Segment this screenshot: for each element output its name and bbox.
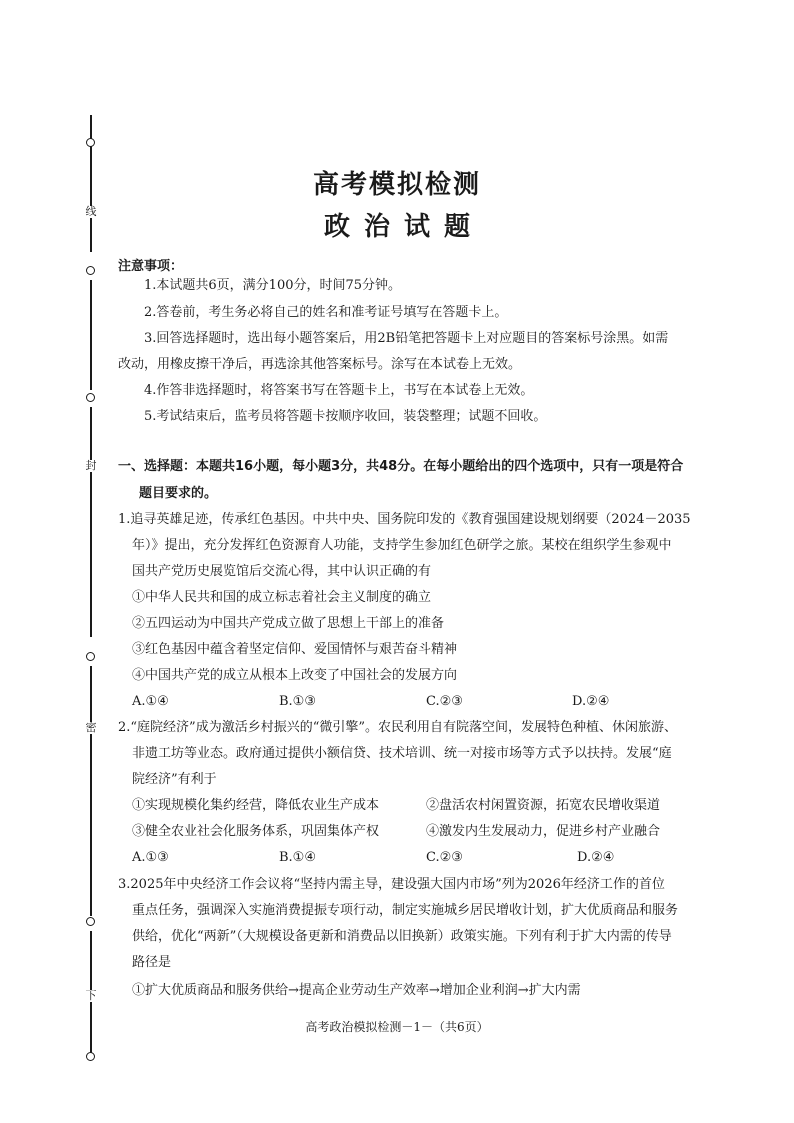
q3-stem: 供给，优化“两新”（大规模设备更新和消费品以旧换新）政策实施。下列有利于扩大内需的传导 <box>132 929 672 944</box>
binding-circle <box>86 393 95 402</box>
section-heading: 一、选择题：本题共16小题，每小题3分，共48分。在每小题给出的四个选项中，只有一项是符合 <box>118 459 684 474</box>
q2-statement: ③健全农业社会化服务体系，巩固集体产权 <box>132 824 380 839</box>
q1-option-c: C.②③ <box>426 694 463 709</box>
q3-stem: 路径是 <box>132 955 172 970</box>
notice-item: 改动，用橡皮擦干净后，再选涂其他答案标号。涂写在本试卷上无效。 <box>118 357 522 372</box>
binding-circle <box>86 917 95 926</box>
q2-statement: ①实现规模化集约经营，降低农业生产成本 <box>132 798 380 813</box>
q1-option-d: D.②④ <box>572 694 610 709</box>
q1-stem: 国共产党历史展览馆后交流心得，其中认识正确的有 <box>132 564 432 579</box>
binding-line <box>90 407 92 637</box>
q2-option-d: D.②④ <box>577 850 615 865</box>
binding-circle <box>86 1052 95 1061</box>
q2-option-b: B.①④ <box>279 850 316 865</box>
notice-item: 3.回答选择题时，选出每小题答案后，用2B铅笔把答题卡上对应题目的答案标号涂黑。如需 <box>144 331 669 346</box>
binding-label-seal: 封 <box>85 459 97 472</box>
subject-title: 政治试题 <box>323 212 484 242</box>
notice-item: 5.考试结束后，监考员将答题卡按顺序收回，装袋整理；试题不回收。 <box>144 409 547 424</box>
notice-item: 4.作答非选择题时，将答案书写在答题卡上，书写在本试卷上无效。 <box>144 383 534 398</box>
q2-statement: ②盘活农村闲置资源，拓宽农民增收渠道 <box>426 798 661 813</box>
q1-statement: ①中华人民共和国的成立标志着社会主义制度的确立 <box>132 590 432 605</box>
binding-label-line: 线 <box>85 205 97 218</box>
binding-label-below: 下 <box>85 989 97 1002</box>
binding-circle <box>86 266 95 275</box>
q1-option-b: B.①③ <box>279 694 316 709</box>
q3-statement: ①扩大优质商品和服务供给→提高企业劳动生产效率→增加企业利润→扩大内需 <box>132 983 581 998</box>
q1-stem: 年）》提出，充分发挥红色资源育人功能，支持学生参加红色研学之旅。某校在组织学生参观中 <box>132 538 672 553</box>
q3-stem: 重点任务，强调深入实施消费提振专项行动，制定实施城乡居民增收计划，扩大优质商品和服务 <box>132 903 679 918</box>
binding-line <box>90 280 92 390</box>
section-heading-cont: 题目要求的。 <box>139 486 218 501</box>
q1-stem: 1.追寻英雄足迹，传承红色基因。中共中央、国务院印发的《教育强国建设规划纲要（2024－2035 <box>118 512 691 527</box>
notice-item: 1.本试题共6页，满分100分，时间75分钟。 <box>144 278 402 293</box>
q2-stem: 院经济”有利于 <box>132 772 217 787</box>
notice-item: 2.答卷前，考生务必将自己的姓名和准考证号填写在答题卡上。 <box>144 305 508 320</box>
page-footer: 高考政治模拟检测－1－（共6页） <box>305 1020 489 1034</box>
binding-label-seal2: 密 <box>85 721 97 734</box>
binding-circle <box>86 652 95 661</box>
q2-option-c: C.②③ <box>426 850 463 865</box>
q1-statement: ③红色基因中蕴含着坚定信仰、爱国情怀与艰苦奋斗精神 <box>132 642 458 657</box>
q2-option-a: A.①③ <box>132 850 169 865</box>
binding-line <box>90 666 92 916</box>
binding-circle <box>86 138 95 147</box>
q3-stem: 3.2025年中央经济工作会议将“坚持内需主导，建设强大国内市场”列为2026年经济工作的首位 <box>118 877 665 892</box>
q2-stem: 2.“庭院经济”成为激活乡村振兴的“微引擎”。农民利用自有院落空间，发展特色种植、休闲旅游、 <box>118 720 677 735</box>
q1-statement: ④中国共产党的成立从根本上改变了中国社会的发展方向 <box>132 668 458 683</box>
q1-statement: ②五四运动为中国共产党成立做了思想上干部上的准备 <box>132 616 445 631</box>
page-title: 高考模拟检测 <box>312 170 481 200</box>
q2-stem: 非遗工坊等业态。政府通过提供小额信贷、技术培训、统一对接市场等方式予以扶持。发展“庭 <box>132 746 672 761</box>
q1-option-a: A.①④ <box>132 694 169 709</box>
notice-heading: 注意事项： <box>118 259 184 274</box>
q2-statement: ④激发内生发展动力，促进乡村产业融合 <box>426 824 661 839</box>
